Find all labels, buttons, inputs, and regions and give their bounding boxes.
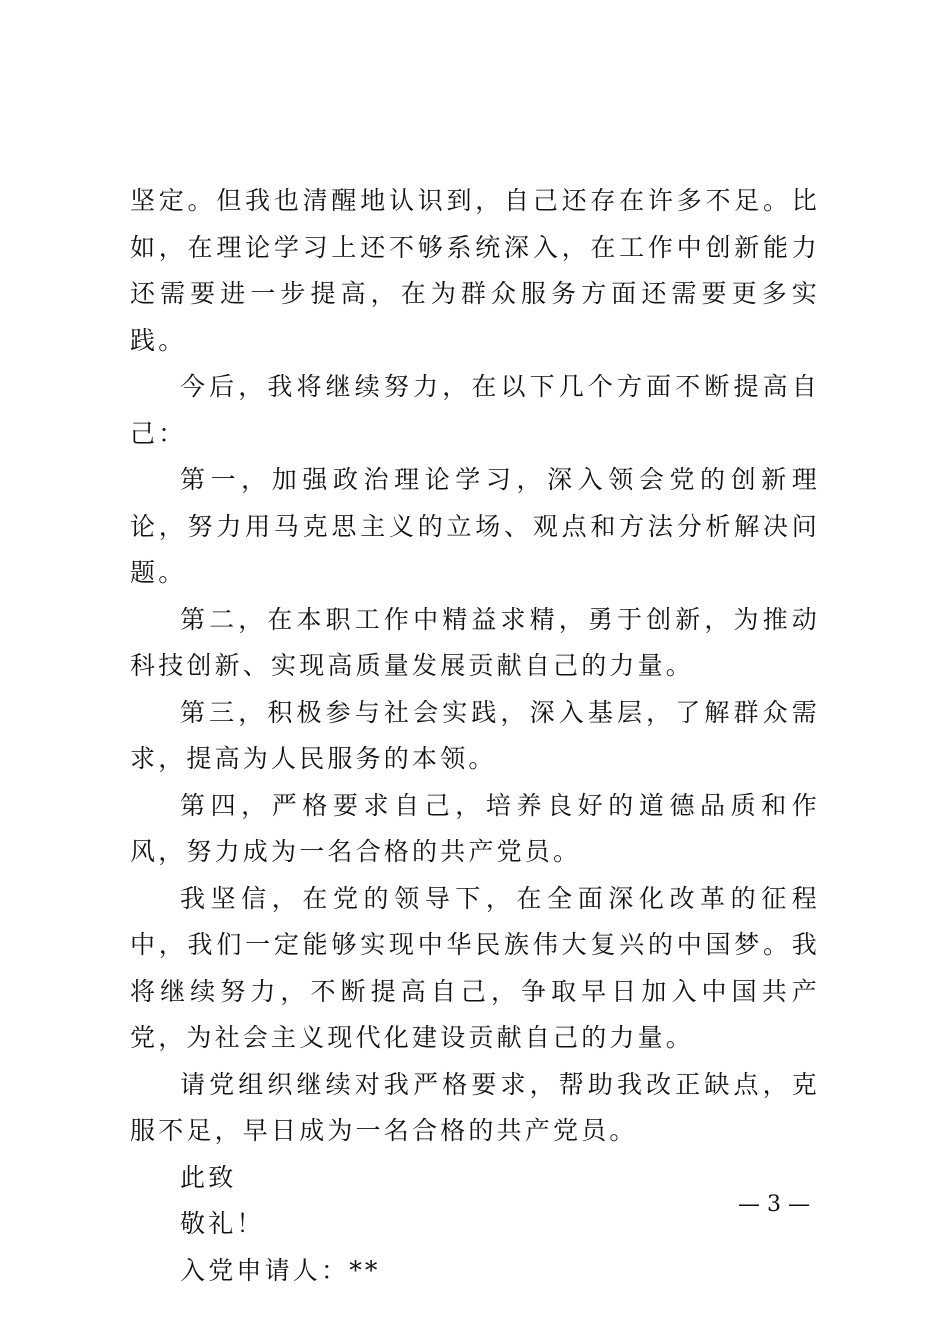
paragraph-point-two: 第二，在本职工作中精益求精，勇于创新，为推动科技创新、实现高质量发展贡献自己的力量。 — [130, 604, 820, 680]
salute-phrase: 敬礼！ — [180, 1209, 265, 1238]
paragraph-continued: 坚定。但我也清醒地认识到，自己还存在许多不足。比如，在理论学习上还不够系统深入，在工作中创新能力还需要进一步提高，在为群众服务方面还需要更多实践。 — [130, 186, 820, 355]
letter-body — [130, 178, 820, 1294]
paragraph-point-three: 第三，积极参与社会实践，深入基层，了解群众需求，提高为人民服务的本领。 — [130, 697, 820, 773]
page-number: — 3 — — [738, 1192, 810, 1217]
applicant-signature: 入党申请人：** — [180, 1255, 381, 1285]
paragraph-request: 请党组织继续对我严格要求，帮助我改正缺点，克服不足，早日成为一名合格的共产党员。 — [130, 1069, 820, 1145]
closing-phrase: 此致 — [180, 1162, 237, 1192]
paragraph-belief: 我坚信，在党的领导下，在全面深化改革的征程中，我们一定能够实现中华民族伟大复兴的中国梦。我将继续努力，不断提高自己，争取早日加入中国共产党，为社会主义现代化建设贡献自己的力量。 — [130, 883, 820, 1052]
paragraph-future-intro: 今后，我将继续努力，在以下几个方面不断提高自己： — [130, 372, 820, 448]
paragraph-point-four: 第四，严格要求自己，培养良好的道德品质和作风，努力成为一名合格的共产党员。 — [130, 790, 820, 866]
paragraph-point-one: 第一，加强政治理论学习，深入领会党的创新理论，努力用马克思主义的立场、观点和方法分析解决问题。 — [130, 465, 820, 587]
